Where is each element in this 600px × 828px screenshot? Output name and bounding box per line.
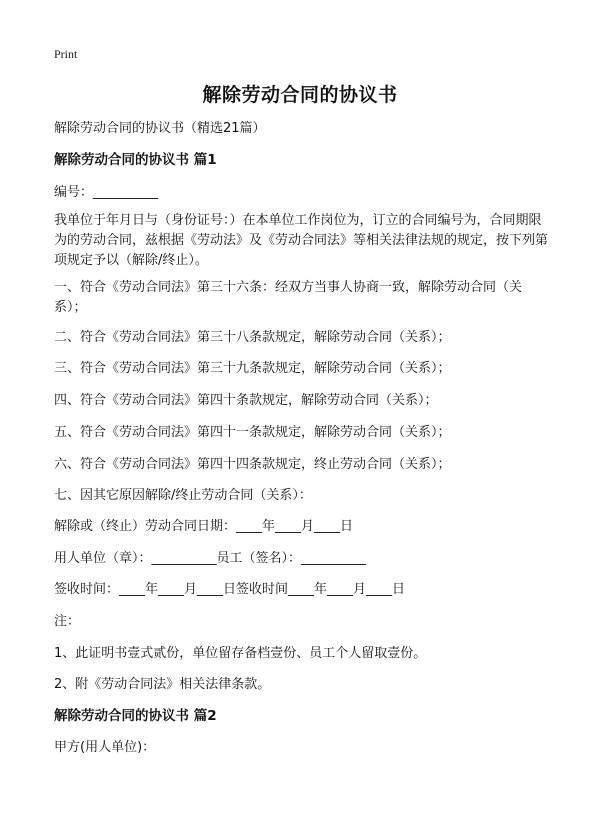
intro-paragraph: 我单位于年月日与（身份证号：）在本单位工作岗位为，订立的合同编号为，合同期限为的劳动合同，兹根据《劳动法》及《劳动合同法》等相关法律法规的规定，按下列第项规定予以（解除/终止）。	[54, 213, 549, 268]
clause-item-3: 三、符合《劳动合同法》第三十九条款规定，解除劳动合同（关系）；	[54, 361, 451, 376]
clause-item-7: 七、因其它原因解除/终止劳动合同（关系）：	[54, 488, 312, 503]
number-line: 编号：__________	[54, 185, 159, 200]
print-label: Print	[54, 47, 78, 61]
page-title: 解除劳动合同的协议书	[202, 84, 398, 106]
note-2: 2、附《劳动合同法》相关法律条款。	[54, 677, 271, 692]
clause-item-5: 五、符合《劳动合同法》第四十一条款规定，解除劳动合同（关系）；	[54, 425, 451, 440]
signature-line: 用人单位（章）：__________员工（签名）：__________	[54, 551, 367, 566]
party-a-line: 甲方(用人单位)：	[54, 740, 156, 755]
clause-item-6: 六、符合《劳动合同法》第四十四条款规定，终止劳动合同（关系）；	[54, 457, 451, 472]
clause-item-4: 四、符合《劳动合同法》第四十条款规定，解除劳动合同（关系）；	[54, 393, 438, 408]
section2-heading: 解除劳动合同的协议书 篇2	[54, 708, 217, 724]
clause-item-1: 一、符合《劳动合同法》第三十六条：经双方当事人协商一致，解除劳动合同（关系）；	[54, 280, 523, 315]
termination-date-line: 解除或（终止）劳动合同日期：____年____月____日	[54, 519, 354, 534]
note-label: 注：	[54, 614, 81, 629]
receipt-time-line: 签收时间：____年____月____日签收时间____年____月____日	[54, 582, 406, 597]
note-1: 1、此证明书壹式贰份，单位留存备档壹份、员工个人留取壹份。	[54, 646, 427, 661]
document-subtitle: 解除劳动合同的协议书（精选21篇）	[54, 121, 266, 136]
clause-item-2: 二、符合《劳动合同法》第三十八条款规定，解除劳动合同（关系）；	[54, 330, 451, 345]
section1-heading: 解除劳动合同的协议书 篇1	[54, 152, 217, 168]
